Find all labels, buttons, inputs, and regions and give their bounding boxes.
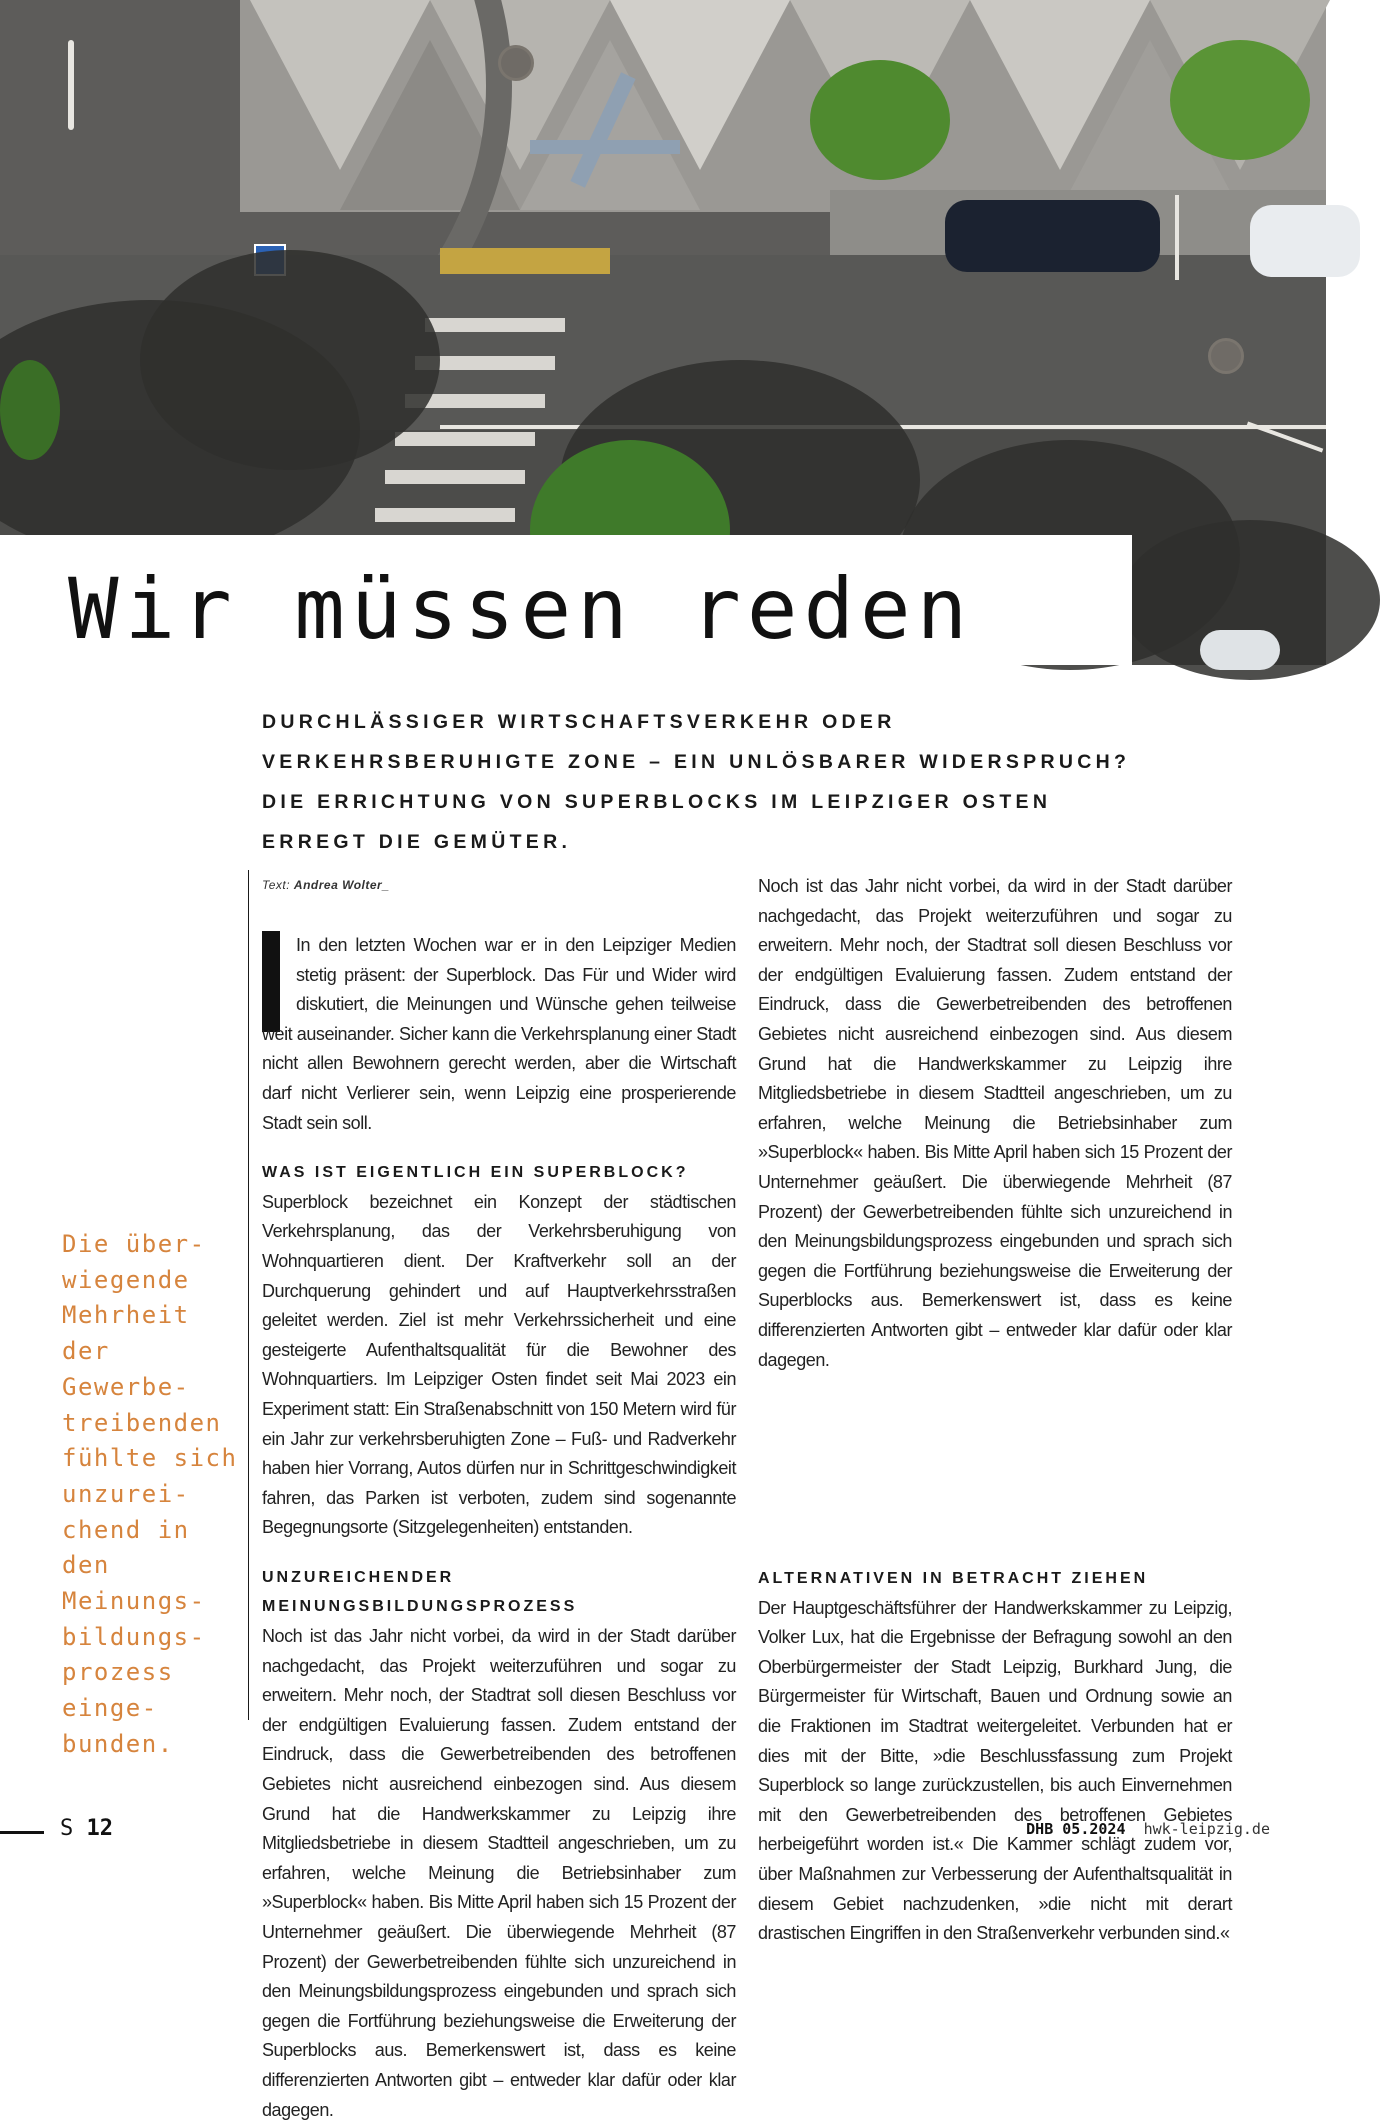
body-column-1: [262, 875, 736, 2120]
yellow-marking: [440, 248, 610, 274]
paragraph-alternativen: Der Hauptgeschäftsführer der Handwerkskammer zu Leipzig, Volker Lux, hat die Ergebnisse der Befragung sowohl an den Oberbürgermeister der Stadt Leipzig, Burkhard Jung, die Bürgermeister für Wirtschaft, Bauen und Ordnung sowie an die Fraktionen im Stadtrat weitergeleitet. Verbunden hat er dies mit der Bitte, »die Beschlussfassung zum Projekt Superblock so lange zurückzustellen, bis auch Einvernehmen mit den Gewerbetreibenden des betroffenen Gebietes herbeigeführt worden ist.« Die Kammer schlägt zudem vor, über Maßnahmen zur Verbesserung der Aufenthaltsqualität in diesem Gebiet nachzudenken, »die nicht mit derart drastischen Eingriffen in den Straßenverkehr verbunden sind.«: [758, 1597, 1232, 1944]
issue-label: DHB 05.2024: [1026, 1820, 1126, 1838]
car-white: [1250, 205, 1360, 277]
paragraph-umfrage: Noch ist das Jahr nicht vorbei, da wird in der Stadt darüber nachgedacht, das Projekt weiterzuführen und sogar zu erweitern. Mehr noch, der Stadtrat soll diesen Beschluss vor der endgültigen Evaluierung fassen. Zudem entstand der Eindruck, dass die Gewerbetreibenden des betroffenen Gebietes nicht ausreichend einbezogen sind. Aus diesem Grund hat die Handwerkskammer zu Leipzig ihre Mitgliedsbetriebe in diesem Stadtteil angeschrieben, um zu erfahren, welche Meinung die Betriebsinhaber zum »Superblock« haben. Bis Mitte April haben sich 15 Prozent der Unternehmer geäußert. Die überwiegende Mehrheit (87 Prozent) der Gewerbetreibenden fühlte sich unzureichend in den Meinungsbildungsprozess eingebunden und sprach sich gegen die Fortführung beziehungsweise die Erweiterung der Superblocks aus. Bemerkenswert ist, dass es keine differenzierten Antworten gibt – entweder klar dafür oder klar dagegen.: [758, 876, 1232, 1370]
crosswalk: [425, 318, 565, 332]
paragraph-meinungsbildung: Noch ist das Jahr nicht vorbei, da wird in der Stadt darüber nachgedacht, das Projekt weiterzuführen und sogar zu erweitern. Mehr noch, der Stadtrat soll diesen Beschluss vor der endgültigen Evaluierung fassen. Zudem entstand der Eindruck, dass die Gewerbetreibenden des betroffenen Gebietes nicht ausreichend einbezogen sind. Aus diesem Grund hat die Handwerkskammer zu Leipzig ihre Mitgliedsbetriebe in diesem Stadtteil angeschrieben, um zu erfahren, welche Meinung die Betriebsinhaber zum »Superblock« haben. Bis Mitte April haben sich 15 Prozent der Unternehmer geäußert. Die überwiegende Mehrheit (87 Prozent) der Gewerbetreibenden fühlte sich unzureichend in den Meinungsbildungsprozess eingebunden und sprach sich gegen die Fortführung beziehungsweise die Erweiterung der Superblocks aus. Bemerkenswert ist, dass es keine differenzierten Antworten gibt – entweder klar dafür oder klar dagegen.: [262, 1626, 736, 2120]
pull-quote: Die über- wiegende Mehrheit der Gewerbe- treibenden fühlte sich unzurei- chend in den Meinungs- bildungs- prozess einge- bunden.: [62, 1230, 238, 1758]
column-divider: [248, 870, 249, 1720]
page-prefix: S: [60, 1816, 87, 1841]
article-title: Wir müssen reden: [68, 560, 974, 658]
page-number: [60, 1816, 113, 1841]
credit-label: Text:: [262, 878, 294, 892]
article-lead: DURCHLÄSSIGER WIRTSCHAFTSVERKEHR ODER VERKEHRSBERUHIGTE ZONE – EIN UNLÖSBARER WIDERSPRUCH? DIE ERRICHTUNG VON SUPERBLOCKS IM LEIPZIGER OSTEN ERREGT DIE GEMÜTER.: [262, 711, 1131, 853]
body-column-2: [758, 872, 1232, 1949]
footer-rule: [0, 1831, 44, 1834]
manhole: [498, 45, 534, 81]
footer-info: [1026, 1820, 1270, 1838]
website-link[interactable]: hwk-leipzig.de: [1143, 1820, 1270, 1838]
subhead-superblock: WAS IST EIGENTLICH EIN SUPERBLOCK?: [262, 1164, 689, 1182]
paragraph-intro: In den letzten Wochen war er in den Leipziger Medien stetig präsent: der Superblock. Das Für und Wider wird diskutiert, die Meinungen und Wünsche gehen teilweise weit auseinander. Sicher kann die Verkehrsplanung einer Stadt nicht allen Bewohnern gerecht werden, aber die Wirtschaft darf nicht Verlierer sein, wenn Leipzig eine prosperierende Stadt sein soll.: [262, 935, 736, 1133]
author-name: Andrea Wolter_: [293, 878, 390, 892]
subhead-meinungsbildung: UNZUREICHENDER MEINUNGSBILDUNGSPROZESS: [262, 1568, 578, 1616]
subhead-alternativen: ALTERNATIVEN IN BETRACHT ZIEHEN: [758, 1570, 1149, 1587]
car-dark: [945, 200, 1160, 272]
paragraph-superblock: Superblock bezeichnet ein Konzept der städtischen Verkehrsplanung, das der Verkehrsberuhigung von Wohnquartieren dient. Der Kraftverkehr soll an der Durchquerung gehindert und auf Hauptverkehrsstraßen geleitet werden. Ziel ist mehr Verkehrssicherheit und eine gesteigerte Aufenthaltsqualität für die Bewohner des Wohnquartiers. Im Leipziger Osten findet seit Mai 2023 ein Experiment statt: Ein Straßenabschnitt von 150 Metern wird für ein Jahr zur verkehrsberuhigten Zone – Fuß- und Radverkehr haben hier Vorrang, Autos dürfen nur in Schrittgeschwindigkeit fahren, das Parken ist verboten, zudem sind sogenannte Begegnungsorte (Sitzgelegenheiten) entstanden.: [262, 1191, 736, 1538]
tree: [810, 60, 950, 180]
page-number-value: 12: [86, 1816, 113, 1841]
